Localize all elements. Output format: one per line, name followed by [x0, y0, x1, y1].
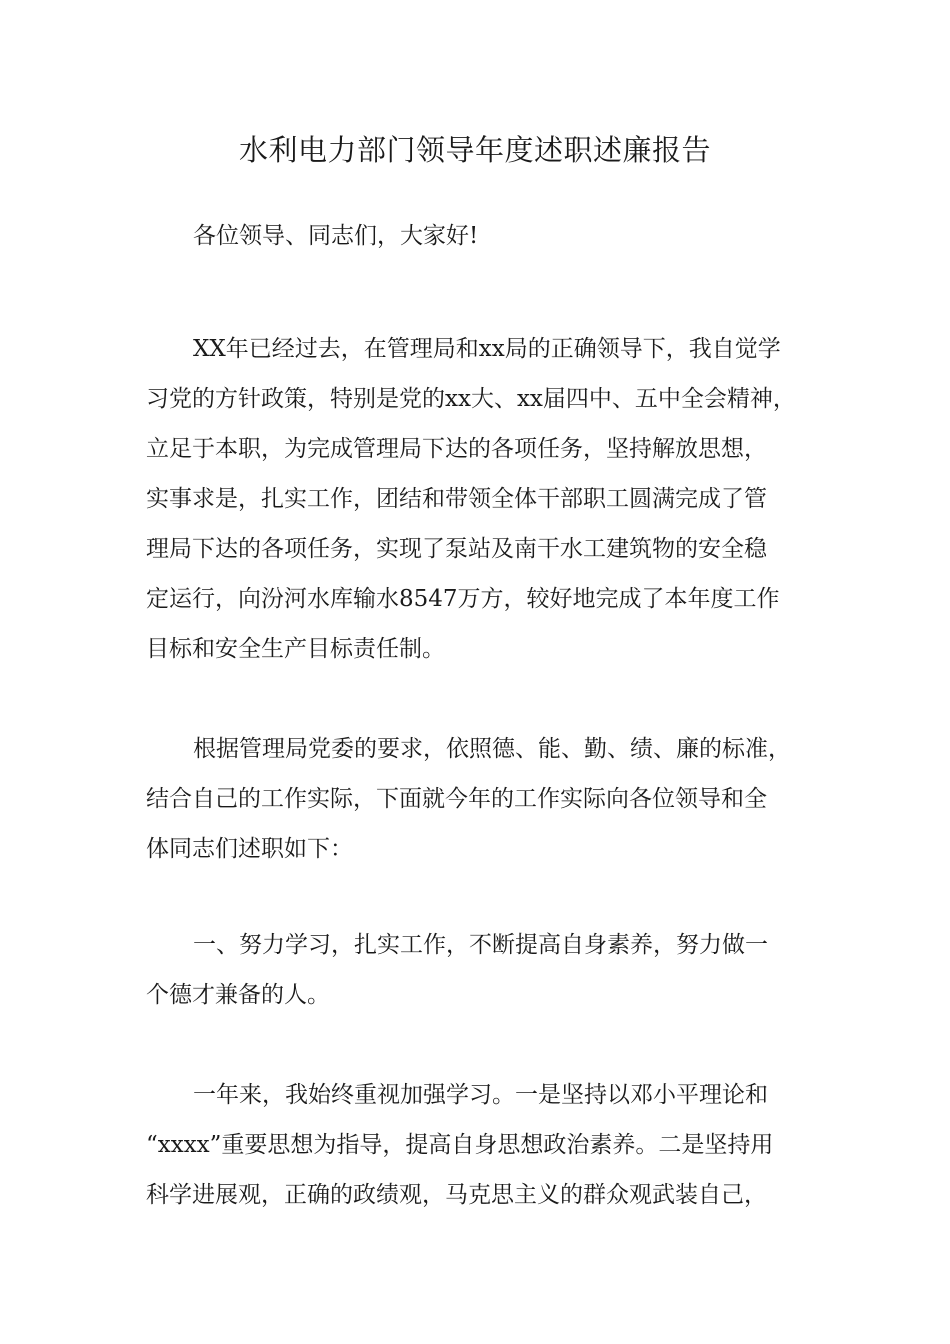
- paragraph-line: 根据管理局党委的要求，依照德、能、勤、绩、廉的标准，: [193, 736, 791, 762]
- greeting: [146, 211, 806, 261]
- document-title: 水利电力部门领导年度述职述廉报告: [238, 133, 711, 167]
- paragraph-line: 立足于本职，为完成管理局下达的各项任务，坚持解放思想，: [146, 436, 767, 462]
- paragraph-line: XX年已经过去，在管理局和xx局的正确领导下，我自觉学: [193, 336, 781, 362]
- paragraph-line: 习党的方针政策，特别是党的xx大、xx届四中、五中全会精神，: [146, 386, 796, 412]
- paragraph-line: 体同志们述职如下：: [146, 836, 353, 862]
- paragraph-line: 结合自己的工作实际，下面就今年的工作实际向各位领导和全: [146, 786, 767, 812]
- section-heading-line: 一、努力学习，扎实工作，不断提高自身素养，努力做一: [193, 932, 768, 958]
- section-heading-line: 个德才兼备的人。: [146, 982, 330, 1008]
- paragraph-line: 一年来，我始终重视加强学习。一是坚持以邓小平理论和: [193, 1082, 768, 1108]
- paragraph-3: [146, 920, 806, 1020]
- paragraph-4: [146, 1070, 806, 1220]
- paragraph-line: “xxxx”重要思想为指导，提高自身思想政治素养。二是坚持用: [146, 1132, 774, 1158]
- paragraph-line: 实事求是，扎实工作，团结和带领全体干部职工圆满完成了管: [146, 486, 767, 512]
- paragraph-line: 理局下达的各项任务，实现了泵站及南干水工建筑物的安全稳: [146, 536, 767, 562]
- paragraph-line: 定运行，向汾河水库输水8547万方，较好地完成了本年度工作: [146, 586, 780, 612]
- paragraph-1: [146, 324, 806, 674]
- greeting-line: 各位领导、同志们，大家好!: [193, 223, 479, 249]
- paragraph-line: 目标和安全生产目标责任制。: [146, 636, 445, 662]
- paragraph-line: 科学进展观，正确的政绩观，马克思主义的群众观武装自己，: [146, 1182, 767, 1208]
- paragraph-2: [146, 724, 806, 874]
